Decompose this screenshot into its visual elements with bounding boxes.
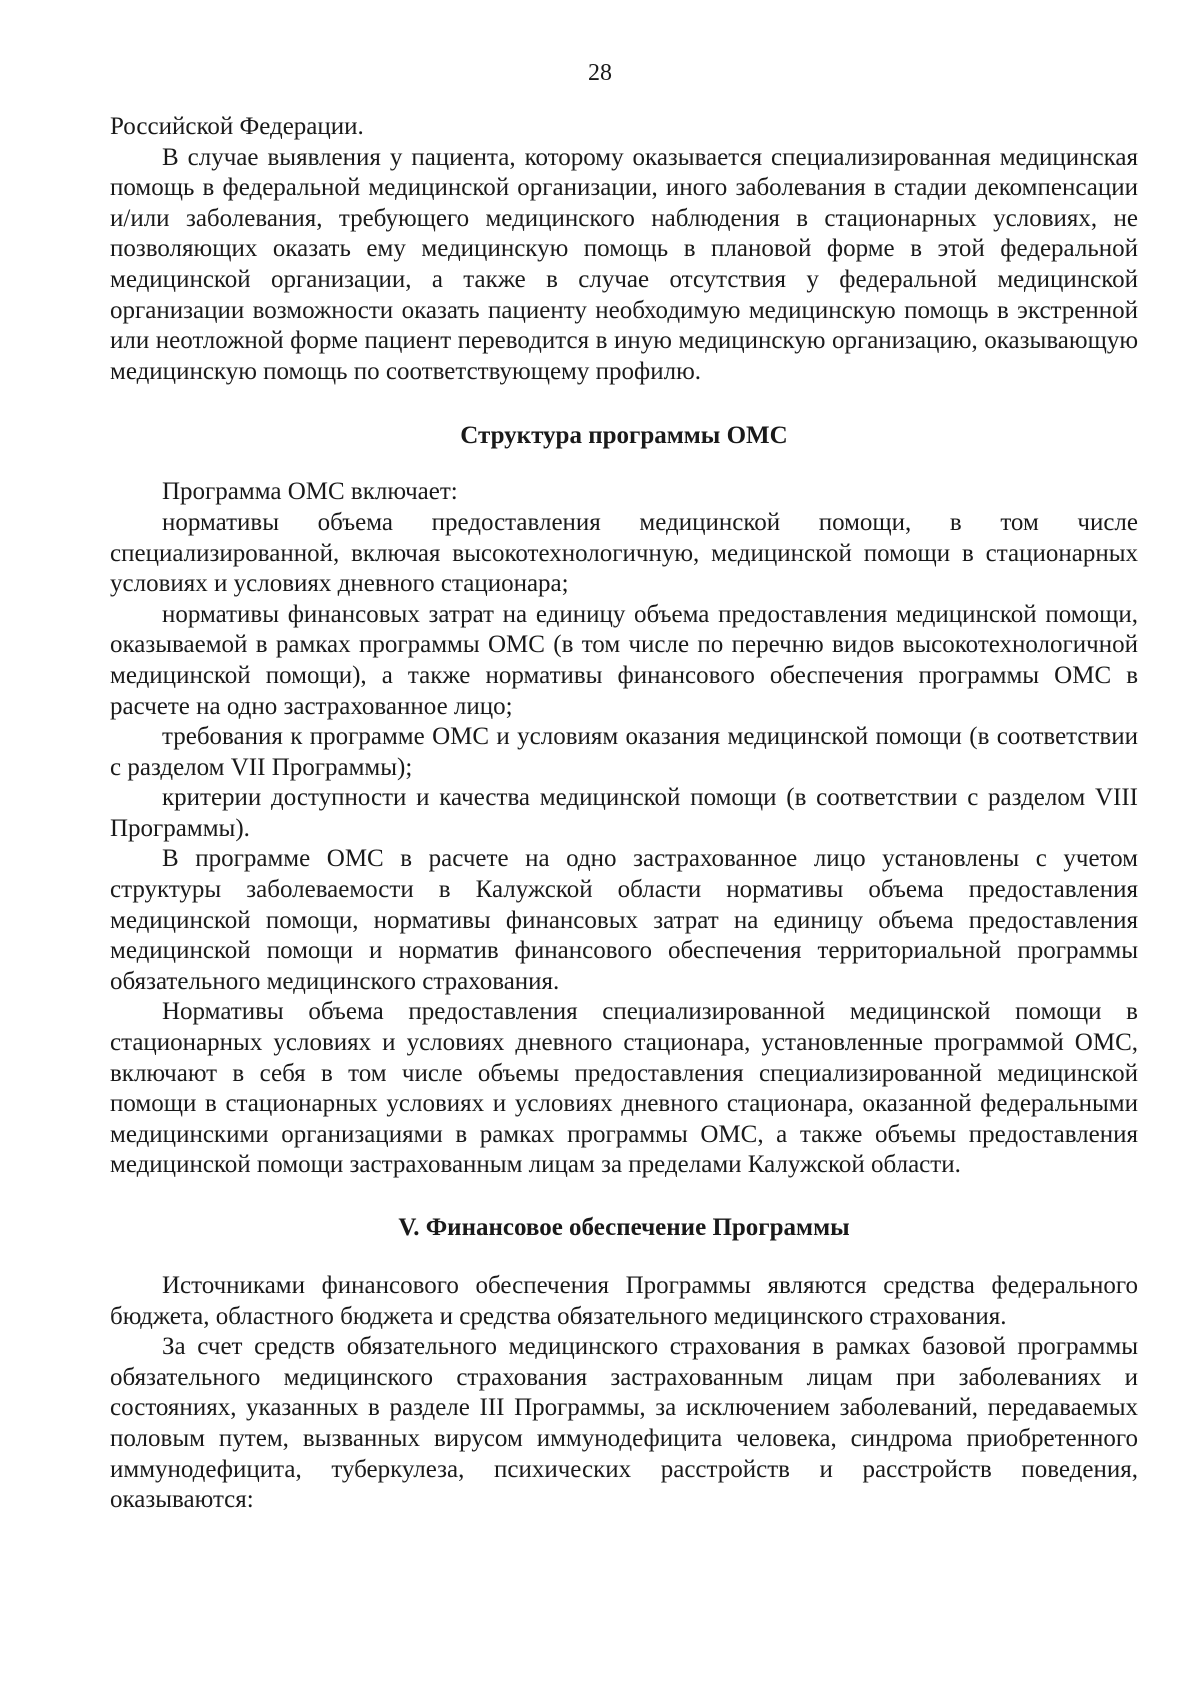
- paragraph-criteria: критерии доступности и качества медицинской помощи (в соответствии с разделом VIII Программы).: [110, 784, 1138, 842]
- paragraph-requirements: требования к программе ОМС и условиям оказания медицинской помощи (в соответствии с разделом VII Программы);: [110, 723, 1138, 781]
- paragraph-specialized-volume: Нормативы объема предоставления специализированной медицинской помощи в стационарных условиях и условиях дневного стационара, установленные программой ОМС, включают в себя в том числе объемы предоставления специализированной медицинской помощи в стационарных условиях и условиях дневного стационара, оказанной федеральными медицинскими организациями в рамках программы ОМС, а также объемы предоставления медицинской помощи застрахованным лицам за пределами Калужской области.: [110, 998, 1138, 1179]
- paragraph-funding-sources: Источниками финансового обеспечения Программы являются средства федерального бюджета, областного бюджета и средства обязательного медицинского страхования.: [110, 1272, 1138, 1330]
- page-number: 28: [588, 60, 612, 86]
- paragraph-per-insured-norms: В программе ОМС в расчете на одно застрахованное лицо установлены с учетом структуры заболеваемости в Калужской области нормативы объема предоставления медицинской помощи, нормативы финансовых затрат на единицу объема предоставления медицинской помощи и норматив финансового обеспечения территориальной программы обязательного медицинского страхования.: [110, 845, 1138, 995]
- document-body: [110, 112, 1138, 1516]
- section-heading-structure: Структура программы ОМС: [460, 422, 788, 450]
- paragraph-cost-norms: нормативы финансовых затрат на единицу объема предоставления медицинской помощи, оказываемой в рамках программы ОМС (в том числе по перечню видов высокотехнологичной медицинской помощи), а также нормативы финансового обеспечения программы ОМС в расчете на одно застрахованное лицо;: [110, 600, 1138, 720]
- paragraph-program-includes: Программа ОМС включает:: [162, 478, 458, 506]
- paragraph-oms-funded: За счет средств обязательного медицинского страхования в рамках базовой программы обязательного медицинского страхования застрахованным лицам при заболеваниях и состояниях, указанных в разделе III Программы, за исключением заболеваний, передаваемых половым путем, вызванных вирусом иммунодефицита человека, синдрома приобретенного иммунодефицита, туберкулеза, психических расстройств и расстройств поведения, оказываются:: [110, 1333, 1138, 1514]
- section-heading-finance: V. Финансовое обеспечение Программы: [398, 1214, 850, 1241]
- paragraph-transfer-rule: В случае выявления у пациента, которому оказывается специализированная медицинская помощь в федеральной медицинской организации, иного заболевания в стадии декомпенсации и/или заболевания, требующего медицинского наблюдения в стационарных условиях, не позволяющих оказать ему медицинскую помощь в плановой форме в этой федеральной медицинской организации, а также в случае отсутствия у федеральной медицинской организации возможности оказать пациенту необходимую медицинскую помощь в экстренной или неотложной форме пациент переводится в иную медицинскую организацию, оказывающую медицинскую помощь по соответствующему профилю.: [110, 143, 1138, 385]
- paragraph-volume-norms: нормативы объема предоставления медицинской помощи, в том числе специализированной, включая высокотехнологичную, медицинской помощи в стационарных условиях и условиях дневного стационара;: [110, 508, 1138, 598]
- paragraph-continuation: Российской Федерации.: [110, 113, 364, 140]
